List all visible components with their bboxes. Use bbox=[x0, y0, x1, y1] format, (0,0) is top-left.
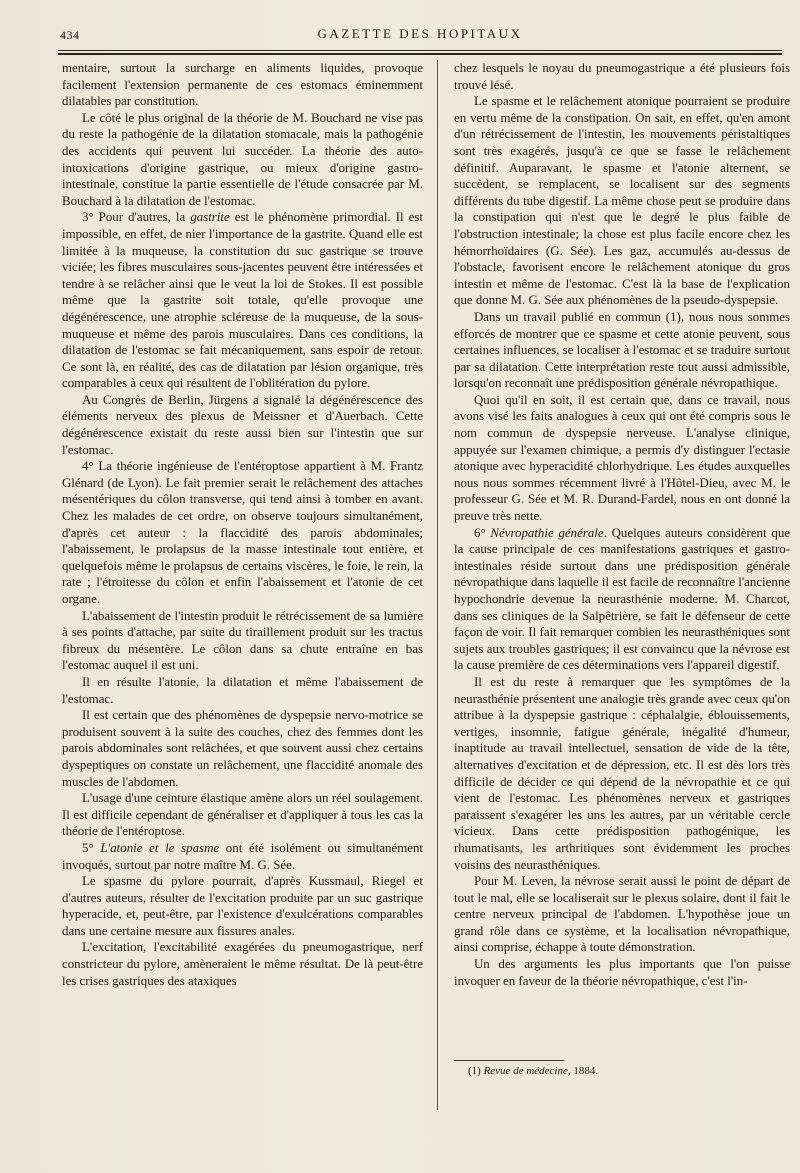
footnote bbox=[454, 1064, 790, 1078]
paragraph: L'excitation, l'excitabilité exagérées du pneumogastrique, nerf constricteur du pylore, amèneraient le même résultat. De là peut-être les crises gastriques des ataxiques bbox=[62, 940, 423, 988]
paragraph: 4° La théorie ingénieuse de l'entéroptose appartient à M. Frantz Glénard (de Lyon). Le fait premier serait le relâchement des attaches mésentériques du côlon transverse, qui tend ainsi à tomber en avant. Chez les malades de cet ordre, on observe toujours simultanément, d'après cet auteur : la flaccidité des parois abdominales; l'abaissement, le prolapsus de la masse intestinale tout entière, et quelquefois même le prolapsus de certains viscères, le foie, le rein, la rate ; l'étroitesse du côlon et enfin l'abaissement et l'atonie de cet organe. bbox=[62, 459, 423, 606]
paragraph: L'abaissement de l'intestin produit le rétrécissement de sa lumière à ses points d'attache, par suite du tiraillement produit sur les tractus fibreux du mésentère. Le côlon dans sa chute entraîne en bas l'estomac auquel il est uni. bbox=[62, 608, 423, 673]
paragraph: Il en résulte l'atonie, la dilatation et même l'abaissement de l'estomac. bbox=[62, 674, 423, 706]
paragraph: chez lesquels le noyau du pneumogastrique a été plusieurs fois trouvé lésé. bbox=[454, 61, 790, 92]
enum-lead: 3° Pour d'autres, la bbox=[82, 210, 191, 225]
paragraph: Il est du reste à remarquer que les symptômes de la neurasthénie présentent une analogie très grande avec ceux qu'on attribue à la dyspepsie gastrique : céphalalgie, éblouissements, vertiges, insomnie, fatigue générale, inégalité d'humeur, inaptitude au travail intellectuel, sensation de vide de la tête, alternatives d'excitation et de dépression, etc. Il est dès lors très difficile de décider ce qui dépend de la névropathie et ce qui vient de l'estomac. Les phénomènes nerveux et gastriques paraissent s'exagérer les uns les autres, par un véritable cercle vicieux. Dans cette prédisposition pathogénique, les rhumatisants, les arthritiques sont évidemment les proches voisins des neurasthéniques. bbox=[454, 674, 790, 872]
paragraph: L'usage d'une ceinture élastique amène alors un réel soulagement. Il est difficile cependant de généraliser et d'appliquer à tous les cas la théorie de l'entéroptose. bbox=[62, 791, 423, 839]
italic-term: L'atonie et le spasme bbox=[100, 840, 220, 855]
footnote-year: , 1884. bbox=[567, 1065, 599, 1077]
paragraph: Le spasme du pylore pourrait, d'après Kussmaul, Riegel et d'autres auteurs, résulter de l'excitation produite par un suc gastrique hyperacide, et, peut-être, par l'existence d'exulcérations comparables dans une certaine mesure aux fissures anales. bbox=[62, 874, 423, 938]
paragraph: Dans un travail publié en commun (1), nous nous sommes efforcés de montrer que ce spasme et cette atonie peuvent, sous certaines influences, se localiser à l'estomac et se traduire surtout par sa dilatation. Cette interprétation reste tout aussi admissible, lorsqu'on reconnaît une prédisposition générale névropathique. bbox=[454, 309, 790, 391]
page-header bbox=[60, 20, 780, 46]
footnote-rule bbox=[454, 1060, 564, 1061]
paragraph: Quoi qu'il en soit, il est certain que, dans ce travail, nous avons visé les faits analogues à ceux qui ont été compris sous le nom commun de dyspepsie nerveuse. L'analyse clinique, appuyée sur l'examen chimique, a permis d'y distinguer l'ectasie atonique avec hyperacidité chlorhydrique. Les études auxquelles nous nous sommes récemment livré à l'Hôtel-Dieu, avec M. le professeur G. Sée et M. R. Durand-Fardel, nous en ont donné la preuve très nette. bbox=[454, 392, 790, 524]
italic-term: Névropathie générale bbox=[490, 525, 604, 540]
footnote-marker: (1) bbox=[468, 1065, 484, 1077]
paragraph-text: ont été isolément ou simultanément invoqués, surtout par notre maître M. G. Sée. bbox=[62, 840, 423, 872]
paragraph-text: . Quelques auteurs considèrent que la cause principale de ces manifestations gastriques et gastro-intestinales réside surtout dans une prédisposition générale névropathique dans laquelle il est facile de reconnaître l'ancienne hypochondrie devenue la neurasthénie moderne. M. Charcot, dans ses cliniques de la Salpêtrière, se fait le défenseur de cette façon de voir. Il fait remarquer combien les neurasthéniques sont sujets aux troubles gastriques; il est convaincu que la névrose est la cause première de ces déterminations vers l'appareil digestif. bbox=[454, 525, 790, 673]
paragraph: Il est certain que des phénomènes de dyspepsie nervo-motrice se produisent souvent à la suite des couches, chez des femmes dont les parois abdominales sont relâchées, et que souvent aussi chez certains dyspeptiques on constate un relâchement, une flaccidité anomale des muscles de l'abdomen. bbox=[62, 708, 423, 789]
enum-lead: 6° bbox=[474, 525, 491, 540]
paragraph: Le côté le plus original de la théorie de M. Bouchard ne vise pas du reste la pathogénie de la dilatation stomacale, mais la pathogénie des accidents qui peuvent lui succéder. La théorie des auto-intoxications d'origine gastrique, ou mieux d'origine gastro-intestinale, constitue la partie essentielle de l'étude consacrée par M. Bouchard à la dilatation de l'estomac. bbox=[62, 110, 423, 208]
paragraph: Le spasme et le relâchement atonique pourraient se produire en vertu même de la constipation. On sait, en effet, qu'en amont d'un rétrécissement de l'intestin, les mouvements péristaltiques sont très exagérés, jusqu'à ce que se fasse le relâchement définitif. Auparavant, le spasme et l'atonie alternent, se succèdent, se remplacent, se localisent sur des segments différents du tube digestif. La même chose peut se produire dans la constipation qui n'est que le degré le plus faible de l'obstruction intestinale; la chose est plus facile encore chez les hémorrhoïdaires (G. Sée). Les gaz, accumulés au-dessus de l'obstacle, favorisent encore le relâchement atonique du gros intestin et même de l'estomac. C'est là la base de l'explication que donne M. G. Sée aux phénomènes de la pseudo-dyspepsie. bbox=[454, 94, 790, 308]
journal-title: GAZETTE DES HOPITAUX bbox=[317, 26, 523, 41]
header-rule-thick bbox=[58, 53, 782, 55]
italic-term: gastrite bbox=[190, 210, 230, 225]
footnote-source: Revue de médecine bbox=[483, 1065, 568, 1077]
right-column bbox=[454, 60, 790, 989]
paragraph: Au Congrès de Berlin, Jürgens a signalé la dégénérescence des éléments nerveux des plexus de Meissner et d'Auerbach. Cette dégénérescence existait du reste aussi bien sur l'intestin que sur l'estomac. bbox=[62, 392, 423, 457]
paragraph: Un des arguments les plus importants que l'on puisse invoquer en faveur de la théorie névropathique, c'est l'in- bbox=[454, 957, 790, 988]
enum-lead: 5° bbox=[82, 840, 101, 855]
paragraph: Pour M. Leven, la névrose serait aussi le point de départ de tout le mal, elle se localiserait sur le plexus solaire, dont il fait le centre nerveux principal de l'abdomen. L'hypothèse joue un grand rôle dans ce système, et la localisation névropathique, ainsi comprise, échappe à toute démonstration. bbox=[454, 874, 790, 955]
paragraph-nevropathie bbox=[454, 525, 790, 674]
left-column bbox=[62, 60, 423, 989]
paragraph-text: est le phénomène primordial. Il est impossible, en effet, de nier l'importance de la gastrite. Quand elle est limitée à la muqueuse, la constitution du suc gastrique se trouve viciée; les fibres musculaires sous-jacentes peuvent être intéressées et tendre à se relâcher ainsi que le veut la loi de Stokes. Il est possible même que la gastrite soit totale, qu'elle provoque une dégénérescence, une atrophie scléreuse de la muqueuse, de la sous-muqueuse et même des parois musculaires. Dans ces conditions, la dilatation de l'estomac se fait mécaniquement, sans espoir de retour. Ce sont là, en réalité, des cas de dilatation par lésion organique, très comparables à ceux qui résultent de l'oblitération du pylore. bbox=[62, 210, 423, 391]
paragraph-atonie bbox=[62, 840, 423, 873]
column-divider bbox=[437, 60, 438, 1110]
paragraph-gastrite bbox=[62, 209, 423, 392]
page-number: 434 bbox=[60, 28, 80, 42]
paragraph: mentaire, surtout la surcharge en aliments liquides, provoque facilement l'extension permanente de ces estomacs éminemment dilatables par constitution. bbox=[62, 61, 423, 109]
header-rule-thin bbox=[58, 50, 782, 51]
